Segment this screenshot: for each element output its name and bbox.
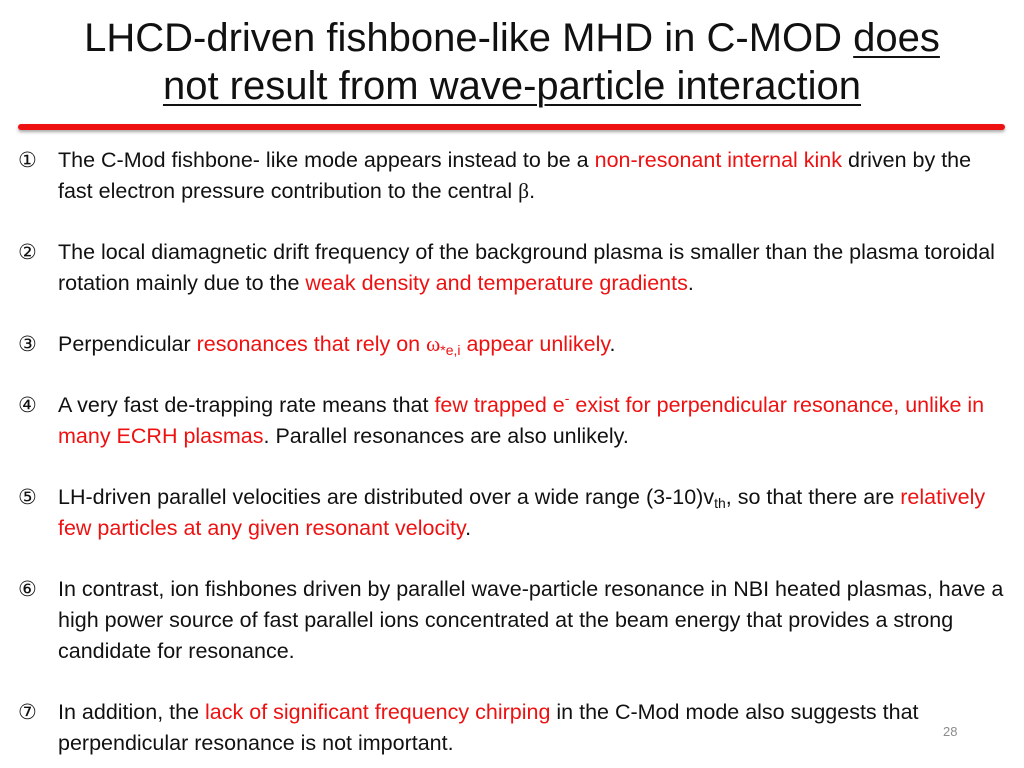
point-1-text-d: . — [529, 179, 536, 203]
point-4-highlight-c: exist for perpendicular resonance, unlike in many ECRH plasmas — [58, 393, 985, 448]
title-divider — [18, 124, 1005, 130]
point-5 — [18, 482, 1008, 544]
point-6-text: In contrast, ion fishbones driven by parallel wave-particle resonance in NBI heated plasmas, have a high power source of fast parallel ions concentrated at the beam energy that provides a strong candidate for resonance. — [58, 577, 1004, 663]
beta-symbol: β — [518, 179, 530, 203]
point-1-text — [58, 145, 1008, 207]
point-4-text-a: A very fast de-trapping rate means that — [58, 393, 435, 417]
point-list — [18, 145, 1008, 759]
point-7-text-c: in the C-Mod mode also suggests that perpendicular resonance is not important. — [58, 700, 919, 755]
point-4-text — [58, 390, 1008, 452]
point-2-highlight: weak density and temperature gradients — [305, 271, 688, 295]
point-7 — [18, 697, 1008, 759]
title-part-3-underlined: not result from wave-particle interaction — [162, 64, 862, 108]
point-5-highlight: relatively few particles at any given resonant velocity — [58, 485, 986, 540]
point-1-text-a: The C-Mod fishbone- like mode appears instead to be a — [58, 148, 595, 172]
thermal-subscript: th — [714, 495, 726, 511]
point-3-highlight-a: resonances that rely on — [196, 332, 427, 356]
page-number: 28 — [943, 724, 958, 739]
point-3-number: ③ — [18, 332, 37, 356]
point-1-number: ① — [18, 148, 37, 172]
point-1 — [18, 145, 1008, 207]
point-5-text-d: . — [465, 516, 472, 540]
point-5-text — [58, 482, 1008, 544]
point-2 — [18, 237, 1008, 299]
point-2-text-c: . — [687, 271, 694, 295]
point-2-number: ② — [18, 240, 37, 264]
omega-symbol: ω — [426, 332, 441, 356]
point-3 — [18, 329, 1008, 360]
point-4 — [18, 390, 1008, 452]
point-1-text-c: driven by the fast electron pressure contribution to the central — [58, 148, 972, 203]
point-3-text-d: . — [609, 332, 616, 356]
title-part-2-underlined: does — [853, 16, 940, 60]
point-4-number: ④ — [18, 393, 37, 417]
point-7-text — [58, 697, 1008, 759]
point-3-text — [58, 329, 1008, 360]
point-1-highlight: non-resonant internal kink — [594, 148, 843, 172]
omega-subscript: *e,i — [440, 342, 461, 358]
point-5-number: ⑤ — [18, 485, 37, 509]
point-4-highlight-a: few trapped e — [434, 393, 565, 417]
point-2-text — [58, 237, 1008, 299]
point-2-text-a: The local diamagnetic drift frequency of the background plasma is smaller than the plasma toroidal rotation mainly due to the — [58, 240, 995, 295]
point-7-number: ⑦ — [18, 700, 37, 724]
point-5-text-a: LH-driven parallel velocities are distributed over a wide range (3-10)v — [58, 485, 715, 509]
point-7-text-a: In addition, the — [58, 700, 206, 724]
point-3-text-a: Perpendicular — [58, 332, 197, 356]
point-3-highlight — [197, 332, 610, 356]
electron-superscript: - — [564, 390, 570, 406]
point-7-highlight: lack of significant frequency chirping — [205, 700, 551, 724]
point-3-highlight-c: appear unlikely — [460, 332, 610, 356]
point-5-text-b: , so that there are — [725, 485, 901, 509]
title-part-1: LHCD-driven fishbone-like MHD in C-MOD — [84, 16, 854, 60]
point-6 — [18, 574, 1008, 667]
point-6-number: ⑥ — [18, 577, 37, 601]
point-4-text-d: . Parallel resonances are also unlikely. — [263, 424, 629, 448]
slide-title — [0, 14, 1024, 110]
